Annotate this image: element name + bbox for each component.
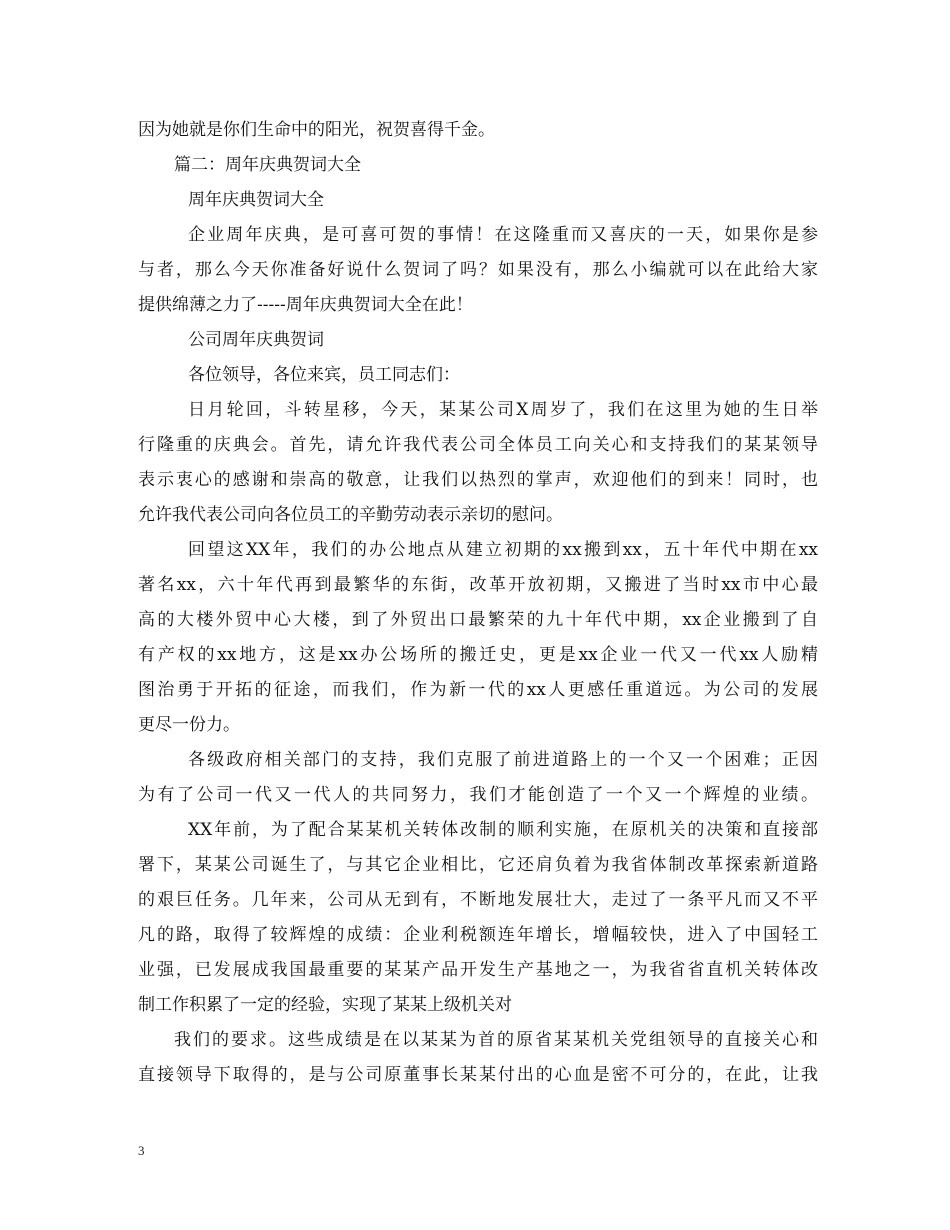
text-line: 与者，那么今天你准备好说什么贺词了吗？如果没有，那么小编就可以在此给大家 [138, 260, 818, 280]
text-line: 业强，已发展成我国最重要的某某产品开发生产基地之一，为我省省直机关转体改 [138, 960, 818, 980]
page-number: 3 [138, 1143, 145, 1158]
text-line: 日月轮回，斗转星移，今天，某某公司X周岁了，我们在这里为她的生日举 [188, 400, 818, 420]
text-line: 为有了公司一代又一代人的共同努力，我们才能创造了一个又一个辉煌的业绩。 [138, 785, 818, 805]
text-line: 企业周年庆典，是可喜可贺的事情！在这隆重而又喜庆的一天，如果你是参 [188, 225, 818, 245]
article-title: 周年庆典贺词大全 [188, 190, 324, 210]
salutation: 各位领导，各位来宾，员工同志们： [188, 365, 460, 385]
section-heading: 篇二：周年庆典贺词大全 [174, 155, 361, 175]
text-line: 有产权的xx地方，这是xx办公场所的搬迁史，更是xx企业一代又一代xx人励精 [138, 645, 818, 665]
speech-title: 公司周年庆典贺词 [188, 330, 324, 350]
text-line: 因为她就是你们生命中的阳光，祝贺喜得千金。 [138, 120, 495, 140]
text-line: 署下，某某公司诞生了，与其它企业相比，它还肩负着为我省体制改革探索新道路 [138, 855, 818, 875]
text-line: 凡的路，取得了较辉煌的成绩：企业利税额连年增长，增幅较快，进入了中国轻工 [138, 925, 818, 945]
text-line: 著名xx，六十年代再到最繁华的东街，改革开放初期，又搬进了当时xx市中心最 [138, 575, 818, 595]
text-line: XX年前，为了配合某某机关转体改制的顺利实施，在原机关的决策和直接部 [188, 820, 818, 840]
text-line: 高的大楼外贸中心大楼，到了外贸出口最繁荣的九十年代中期，xx企业搬到了自 [138, 610, 818, 630]
text-line: 图治勇于开拓的征途，而我们，作为新一代的xx人更感任重道远。为公司的发展 [138, 680, 818, 700]
text-line: 提供绵薄之力了-----周年庆典贺词大全在此！ [138, 295, 473, 315]
text-line: 的艰巨任务。几年来，公司从无到有，不断地发展壮大，走过了一条平凡而又不平 [138, 890, 818, 910]
text-line: 行隆重的庆典会。首先，请允许我代表公司全体员工向关心和支持我们的某某领导 [138, 435, 818, 455]
text-line: 表示衷心的感谢和崇高的敬意，让我们以热烈的掌声，欢迎他们的到来！同时，也 [138, 470, 818, 490]
text-line: 直接领导下取得的，是与公司原董事长某某付出的心血是密不可分的，在此，让我 [138, 1065, 818, 1085]
text-line: 制工作积累了一定的经验，实现了某某上级机关对 [138, 995, 512, 1015]
text-line: 各级政府相关部门的支持，我们克服了前进道路上的一个又一个困难；正因 [188, 750, 818, 770]
text-line: 我们的要求。这些成绩是在以某某为首的原省某某机关党组领导的直接关心和 [174, 1030, 818, 1050]
text-line: 更尽一份力。 [138, 715, 240, 735]
text-line: 回望这XX年，我们的办公地点从建立初期的xx搬到xx，五十年代中期在xx [188, 540, 818, 560]
text-line: 允许我代表公司向各位员工的辛勤劳动表示亲切的慰问。 [138, 505, 563, 525]
